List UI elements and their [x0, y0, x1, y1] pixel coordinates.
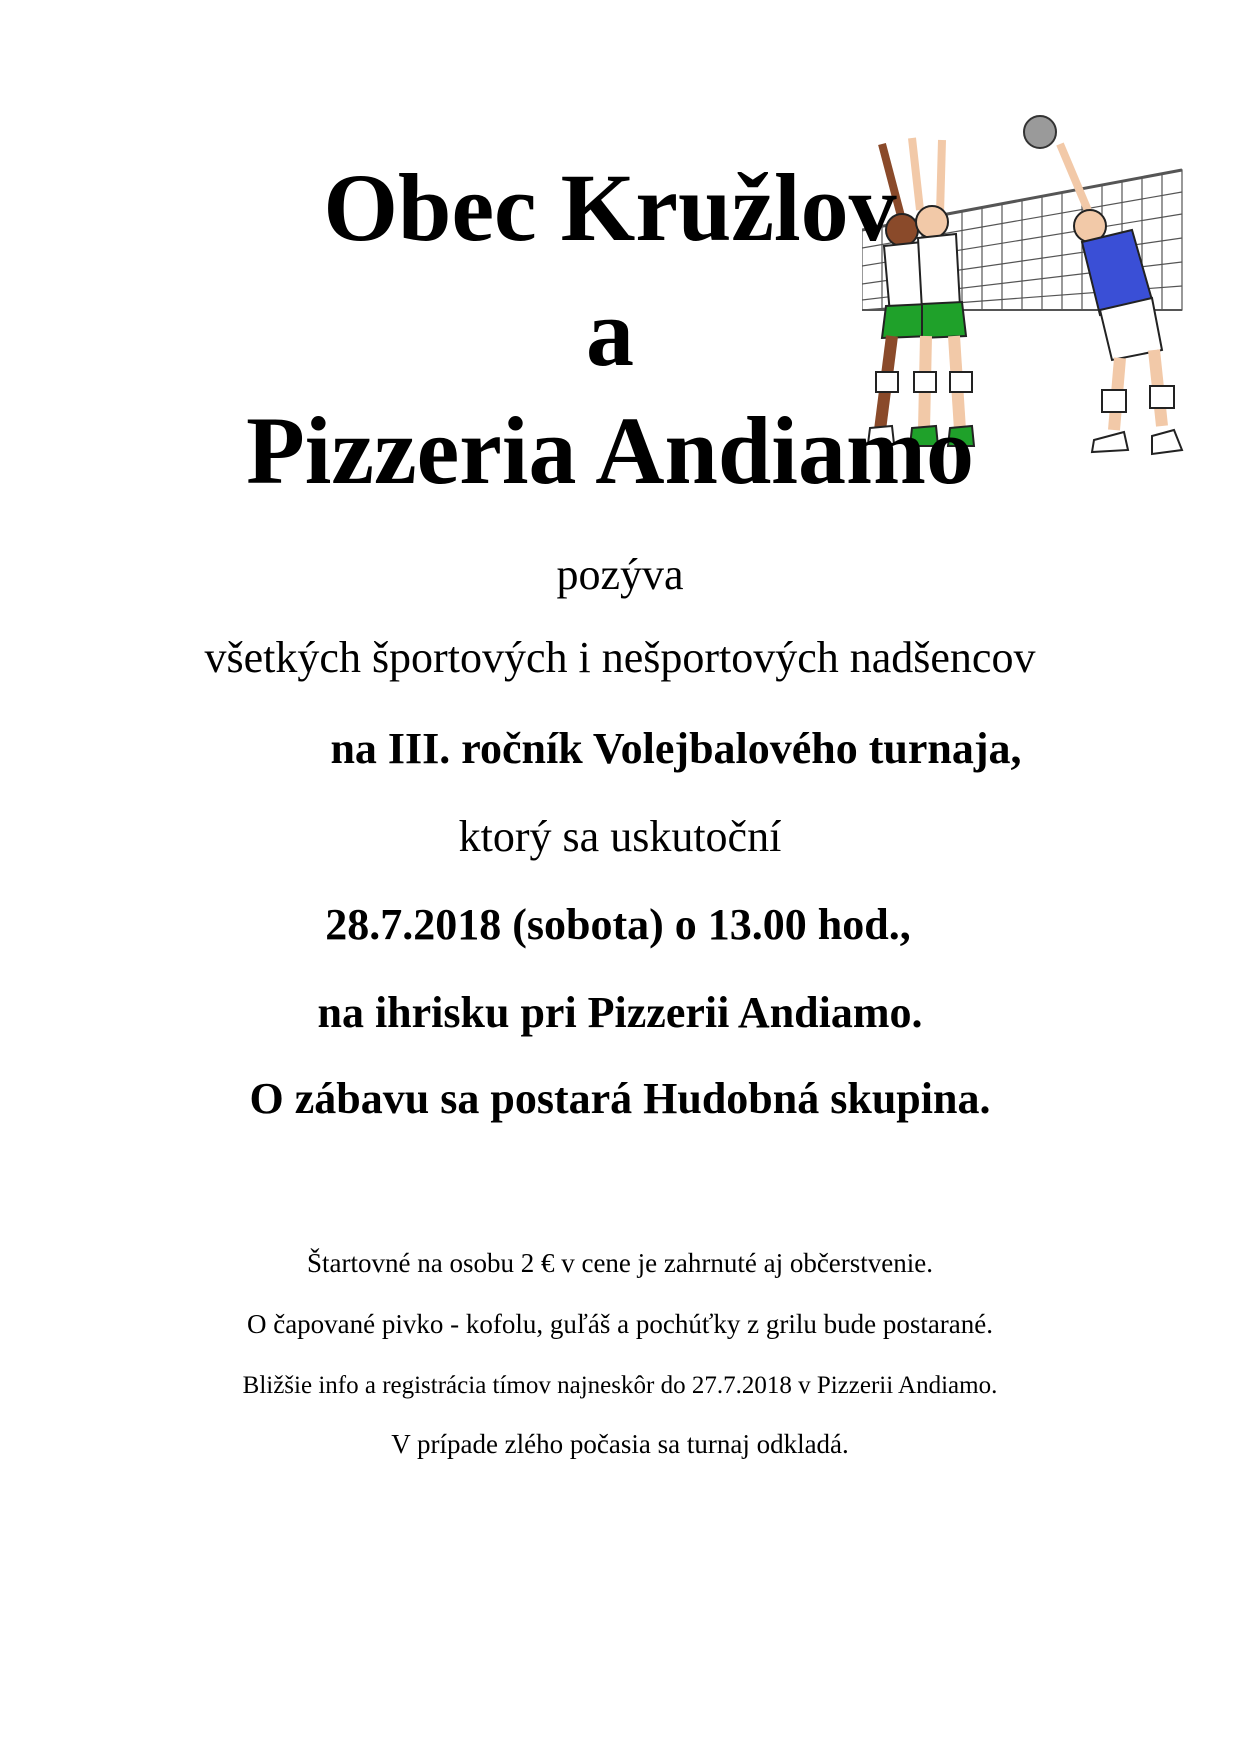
invite-event: na III. ročník Volejbalového turnaja, [330, 724, 1022, 773]
note-fee: Štartovné na osobu 2 € v cene je zahrnuté aj občerstvenie. [306, 1248, 934, 1278]
event-place: na ihrisku pri Pizzerii Andiamo. [317, 988, 923, 1037]
invite-verb: pozýva [556, 550, 684, 599]
event-entertainment: O zábavu sa postará Hudobná skupina. [249, 1074, 991, 1123]
title-line-village: Obec Kružlov [323, 154, 897, 261]
invite-audience: všetkých športových i nešportových nadšencov [204, 633, 1036, 682]
note-weather: V prípade zlého počasia sa turnaj odkladá. [391, 1429, 849, 1459]
volleyball-icon [1024, 116, 1056, 148]
title-line-conjunction: a [586, 279, 634, 386]
event-datetime: 28.7.2018 (sobota) o 13.00 hod., [325, 900, 911, 949]
note-registration: Bližšie info a registrácia tímov najneskôr do 27.7.2018 v Pizzerii Andiamo. [242, 1372, 998, 1399]
note-food: O čapované pivko - kofolu, guľáš a pochúťky z grilu bude postarané. [246, 1309, 994, 1339]
title-line-pizzeria: Pizzeria Andiamo [246, 397, 974, 504]
invite-connector: ktorý sa uskutoční [458, 812, 782, 861]
